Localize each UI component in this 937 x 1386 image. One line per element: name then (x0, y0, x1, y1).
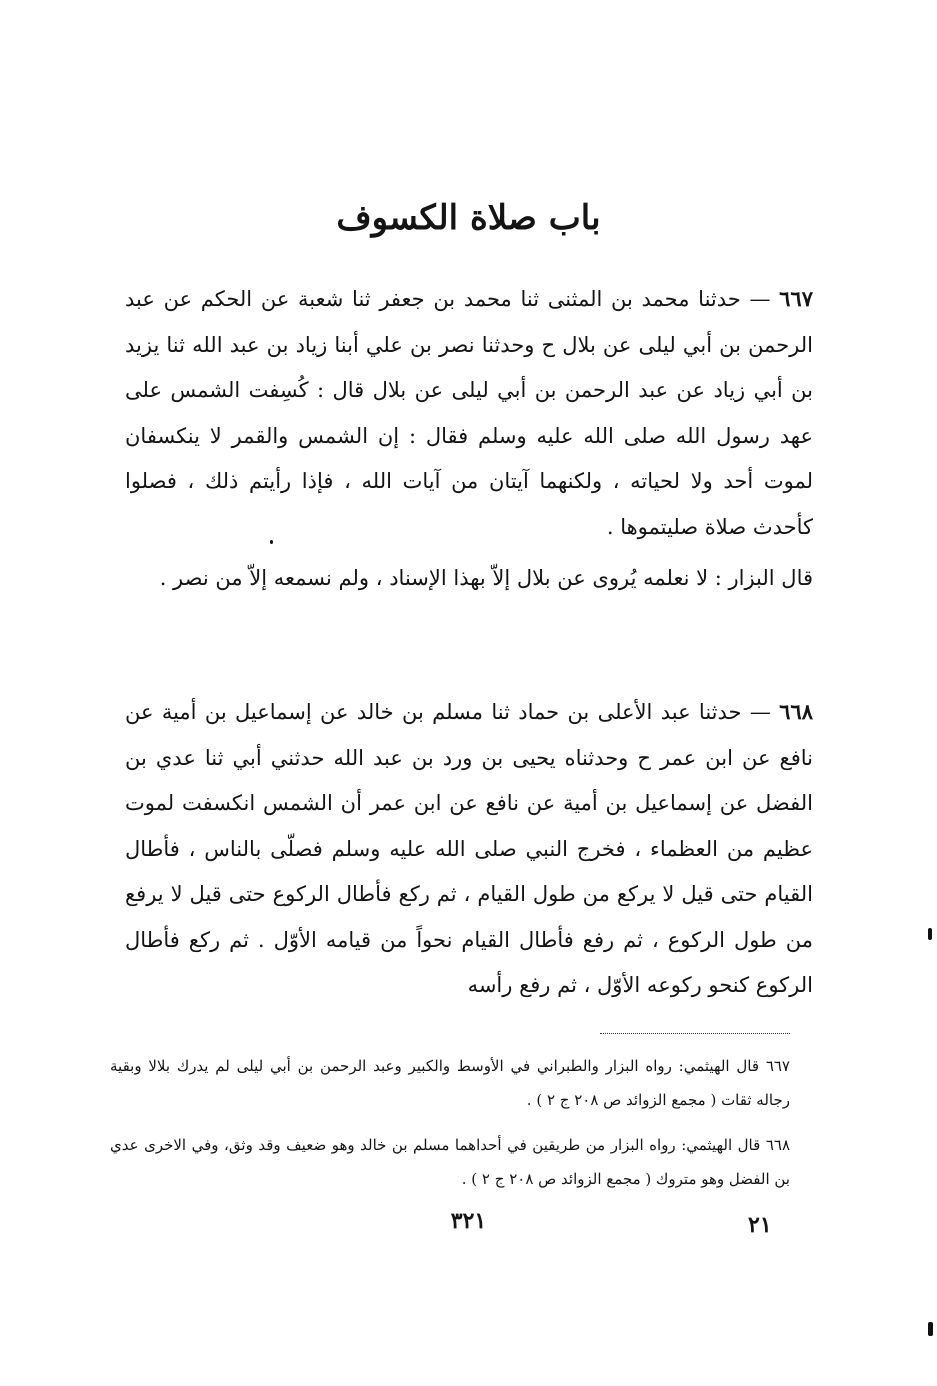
scan-speck (928, 1322, 933, 1336)
signature-number: ٢١ (748, 1212, 772, 1238)
footnote-number-667: ٦٦٧ (765, 1057, 790, 1075)
chapter-title: باب صلاة الكسوف (336, 198, 601, 238)
bazzar-commentary: قال البزار : لا نعلمه يُروى عن بلال إلاّ بهذا الإسناد ، ولم نسمعه إلاّ من نصر . (159, 566, 813, 590)
footnote-text-668: قال الهيثمي: رواه البزار من طريقين في أحداهما مسلم بن خالد وهو ضعيف وقد وثق، وفي الاخرى عدي بن الفضل وهو متروك ( مجمع الزوائد ص ٢٠٨ ج ٢ ) . (110, 1136, 790, 1188)
footnote-668 (110, 1128, 790, 1196)
hadith-667 (125, 276, 813, 550)
footnote-number-668: ٦٦٨ (765, 1136, 790, 1154)
page-number: ٣٢١ (450, 1208, 487, 1234)
hadith-text-667: — حدثنا محمد بن المثنى ثنا محمد بن جعفر ثنا شعبة عن الحكم عن عبد الرحمن بن أبي ليلى عن بلال ح وحدثنا نصر بن علي أبنا زياد بن عبد الله ثنا يزيد بن أبي زياد عن عبد الرحمن بن أبي ليلى عن بلال قال : كُسِفت الشمس على عهد رسول الله صلى الله عليه وسلم فقال : إن الشمس والقمر لا ينكسفان لموت أحد ولا لحياته ، ولكنهما آيتان من آيات الله ، فإذا رأيتم ذلك ، فصلوا كأحدث صلاة صليتموها . (125, 287, 813, 539)
hadith-number-667: ٦٦٧ (779, 286, 813, 311)
hadith-number-668: ٦٦٨ (779, 699, 813, 724)
scan-speck (270, 540, 273, 544)
footnote-667 (110, 1049, 790, 1117)
hadith-text-668: — حدثنا عبد الأعلى بن حماد ثنا مسلم بن خالد عن إسماعيل بن أمية عن نافع عن ابن عمر ح وحدثناه يحيى بن ورد بن عبد الله حدثني أبي ثنا عدي بن الفضل عن إسماعيل بن أمية عن نافع عن ابن عمر أن الشمس انكسفت لموت عظيم من العظماء ، فخرج النبي صلى الله عليه وسلم فصلّى بالناس ، فأطال القيام حتى قيل لا يركع من طول القيام ، ثم ركع فأطال الركوع حتى قيل لا يرفع من طول الركوع ، ثم رفع فأطال القيام نحواً من قيامه الأوّل . ثم ركع فأطال الركوع كنحو ركوعه الأوّل ، ثم رفع رأسه (125, 700, 813, 997)
footnote-divider (600, 1033, 790, 1034)
footnote-text-667: قال الهيثمي: رواه البزار والطبراني في الأوسط والكبير وعبد الرحمن بن أبي ليلى لم يدرك بلالا وبقية رجاله ثقات ( مجمع الزوائد ص ٢٠٨ ج ٢ ) . (110, 1057, 790, 1109)
scan-speck (928, 928, 932, 940)
hadith-668 (125, 689, 813, 1009)
